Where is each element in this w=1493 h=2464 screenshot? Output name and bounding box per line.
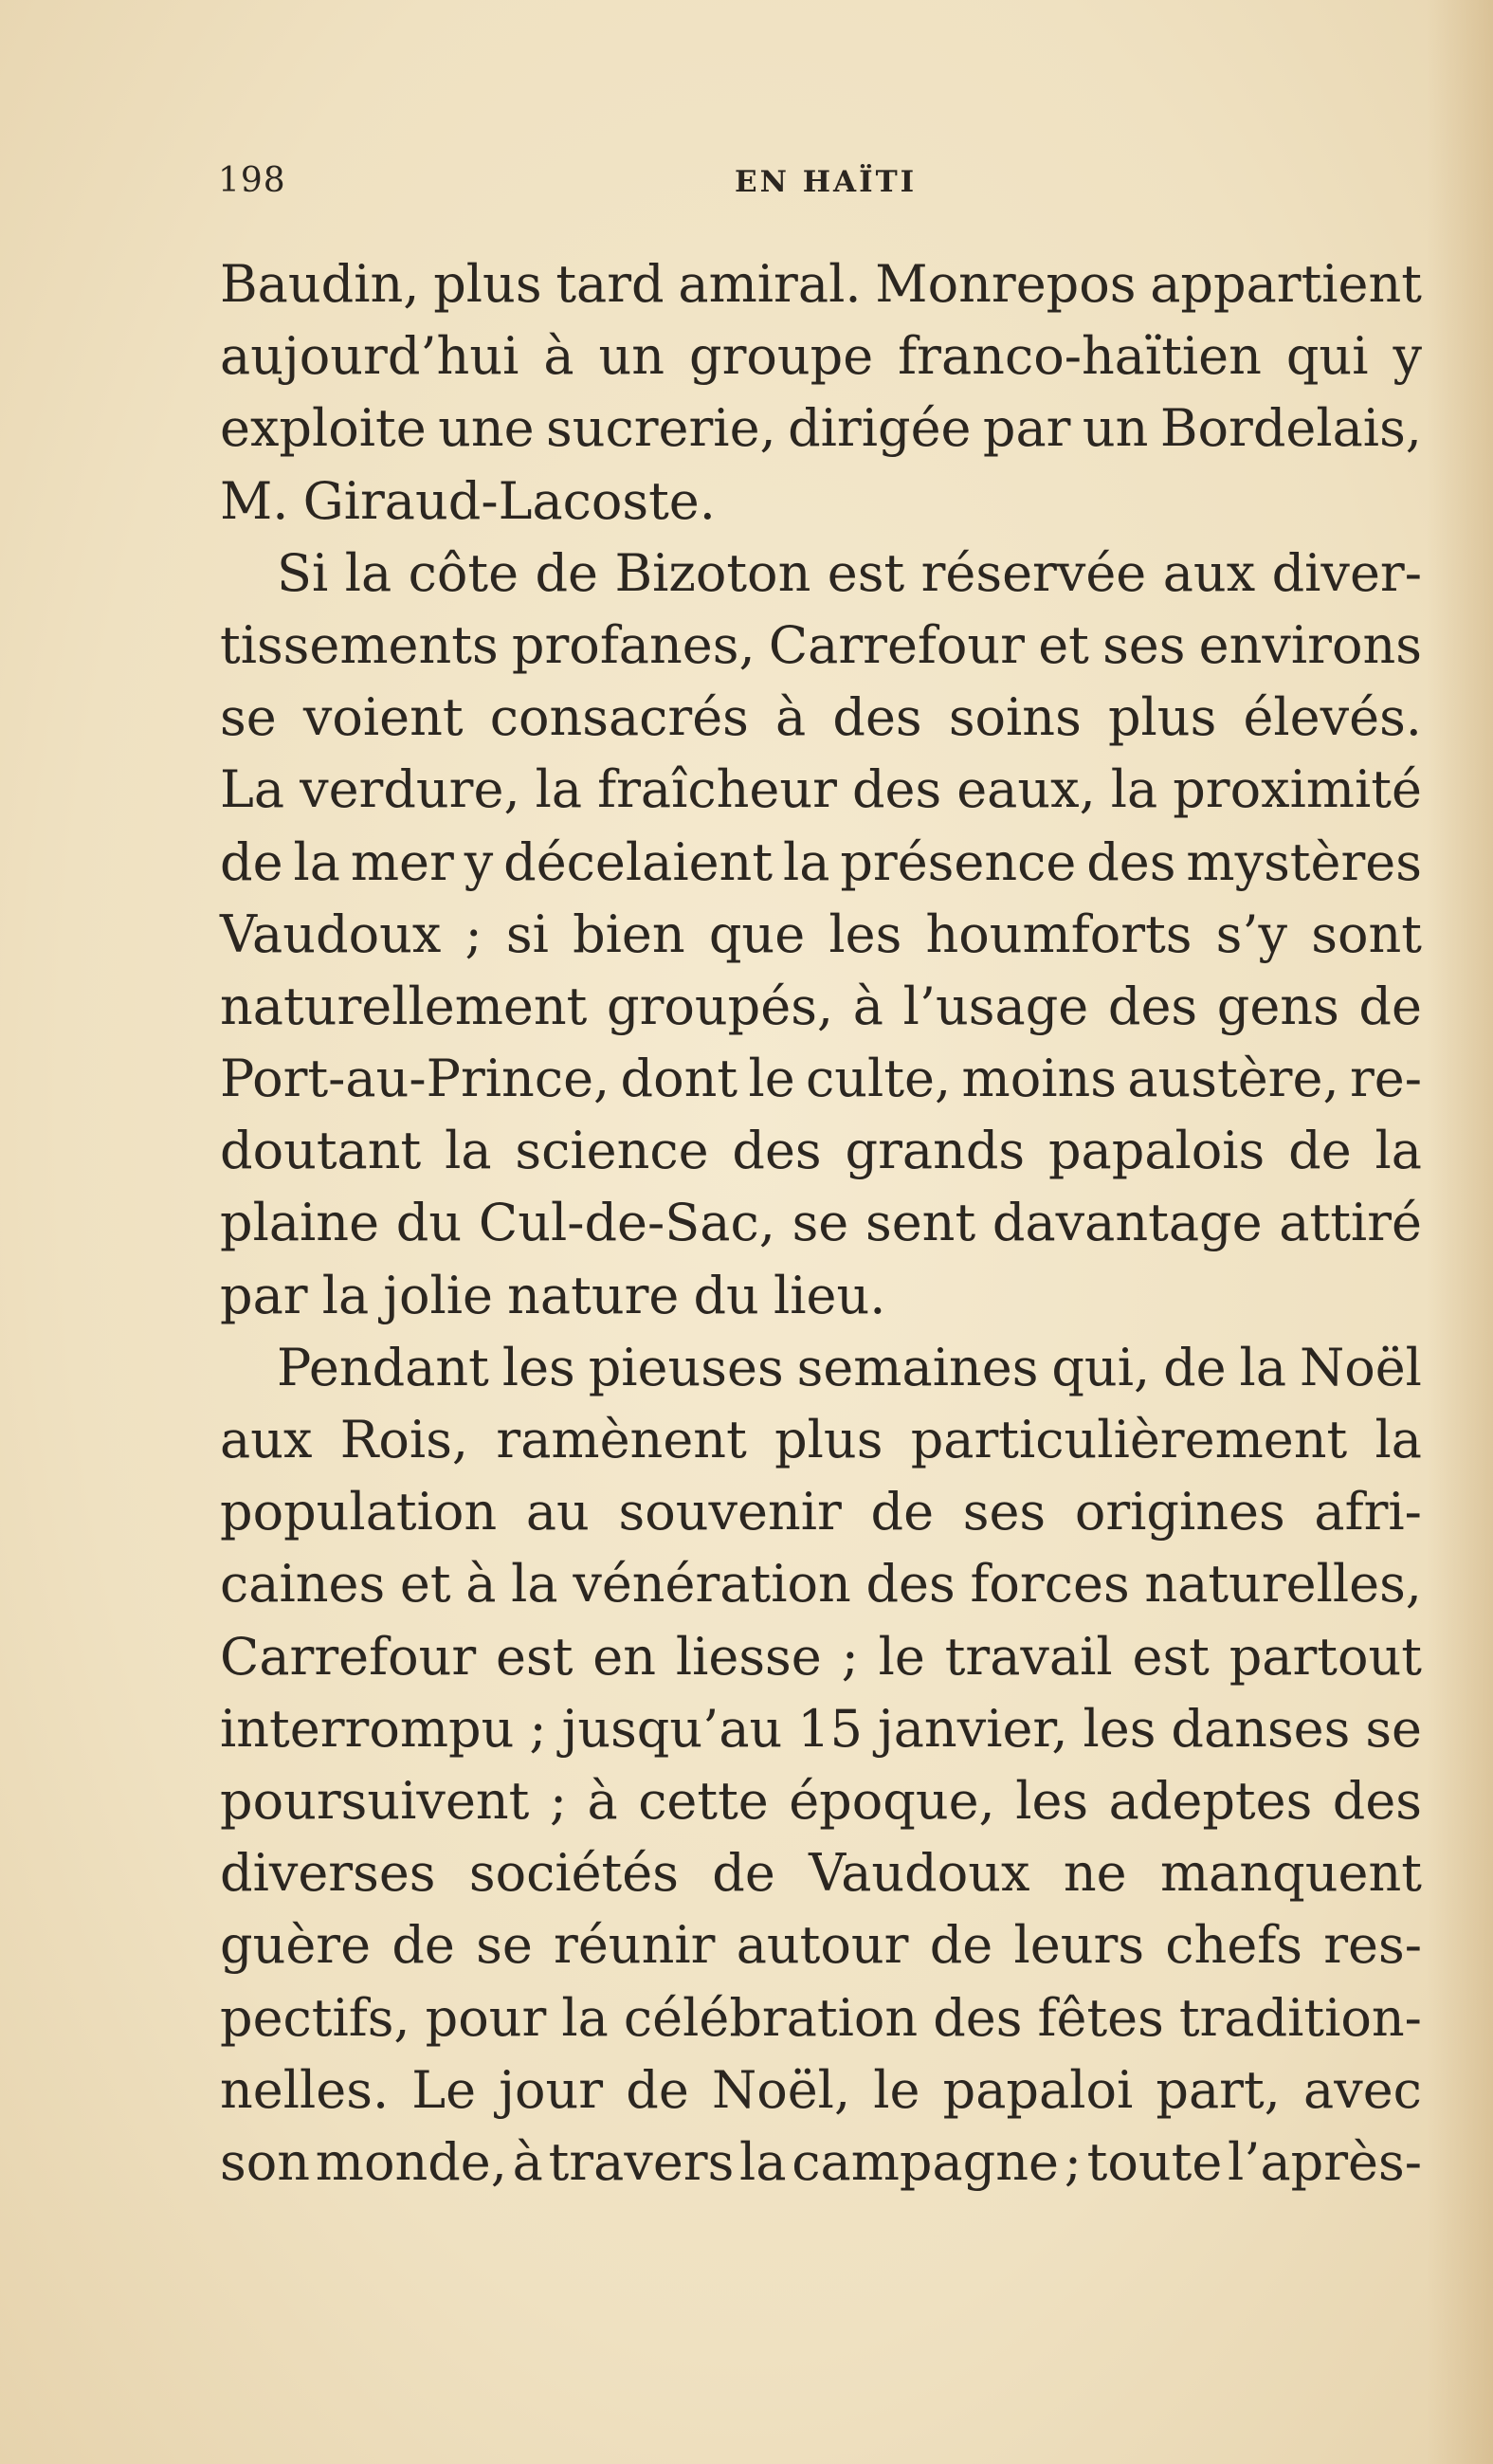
word: Le [411, 2059, 477, 2120]
word: côte [408, 542, 519, 603]
word: austère, [1127, 1049, 1339, 1109]
text-line [220, 465, 1422, 538]
text-line [220, 1621, 1422, 1693]
word: qui, [1051, 1337, 1151, 1397]
word: ; [529, 1698, 547, 1759]
word: le [748, 1049, 795, 1109]
word: jour [499, 2059, 604, 2120]
word: part, [1156, 2059, 1281, 2120]
word: en [592, 1626, 656, 1687]
word: la [321, 1265, 370, 1325]
word: à [512, 2131, 543, 2192]
word: sent [865, 1193, 976, 1253]
word: bien [573, 903, 685, 964]
word: Carrefour [220, 1626, 477, 1687]
word: de [1163, 1337, 1227, 1397]
word: adeptes [1108, 1770, 1313, 1831]
word: science [515, 1121, 709, 1181]
text-line [220, 1404, 1422, 1476]
word: des [865, 1554, 956, 1615]
text-line [220, 1476, 1422, 1548]
text-line [220, 1115, 1422, 1187]
text-line [220, 2054, 1422, 2126]
word: Pendant [277, 1337, 489, 1397]
word: la [1375, 1121, 1422, 1181]
word: voient [302, 687, 464, 748]
word: y [1393, 326, 1422, 387]
word: jusqu’au [561, 1698, 783, 1759]
word: partout [1229, 1626, 1422, 1687]
word: La [220, 759, 285, 820]
word: les [501, 1337, 575, 1397]
word: une [438, 398, 535, 459]
text-line [220, 1693, 1422, 1765]
text-line [220, 2126, 1422, 2199]
word: Rois, [339, 1410, 469, 1469]
word: ses [1102, 614, 1186, 675]
text-line [220, 754, 1422, 826]
text-line [220, 320, 1422, 392]
word: aux [1162, 542, 1256, 603]
word: franco-haïtien [898, 326, 1262, 387]
word: Baudin, [220, 254, 420, 314]
word: est [827, 542, 905, 603]
word: de [712, 1843, 775, 1904]
text-line [220, 1765, 1422, 1837]
word: un [1082, 398, 1149, 459]
word: vénération [573, 1554, 851, 1615]
text-line [220, 1043, 1422, 1115]
body-text [220, 248, 1422, 2199]
word: Bordelais, [1159, 398, 1422, 459]
word: des [1107, 976, 1198, 1036]
word: consacrés [489, 687, 749, 748]
word: interrompu [220, 1698, 515, 1759]
word: plus [433, 254, 542, 314]
word: est [1132, 1626, 1210, 1687]
word: les [1083, 1698, 1156, 1759]
word: des [851, 759, 942, 820]
word: de [1288, 1121, 1352, 1181]
word: population [220, 1482, 498, 1542]
word: appartient [1150, 254, 1422, 314]
page-number: 198 [218, 161, 286, 200]
word: élevés. [1243, 687, 1422, 748]
text-line [220, 1548, 1422, 1620]
word: travers [548, 2131, 735, 2192]
word: de [870, 1482, 935, 1542]
word: pour [425, 1987, 547, 2048]
word: houmforts [925, 903, 1193, 964]
word: les [1015, 1770, 1089, 1831]
word: cette [638, 1770, 769, 1831]
word: travail [944, 1626, 1113, 1687]
word: naturelles, [1144, 1554, 1422, 1615]
word: l’après- [1228, 2131, 1422, 2192]
word: Cul-de-Sac, [478, 1193, 775, 1253]
word: fraîcheur [597, 759, 837, 820]
word: ne [1063, 1843, 1127, 1904]
word: ses [962, 1482, 1047, 1542]
word: autour [736, 1915, 909, 1976]
word: se [1365, 1698, 1422, 1759]
word: toute [1086, 2131, 1223, 2192]
word: Si [277, 542, 329, 603]
word: Vaudoux [809, 1843, 1030, 1904]
word: de [929, 1915, 993, 1976]
word: est [496, 1626, 574, 1687]
word: des [832, 687, 922, 748]
word: danses [1171, 1698, 1351, 1759]
word: époque, [789, 1770, 995, 1831]
word: Noël [1299, 1337, 1422, 1397]
word: tard [555, 254, 665, 314]
word: décelaient [503, 831, 774, 892]
text-line [220, 248, 1422, 320]
word: la [739, 2131, 787, 2192]
word: la [293, 831, 340, 892]
word: fêtes [1037, 1987, 1164, 2048]
word: du [693, 1265, 759, 1325]
word: environs [1198, 614, 1422, 675]
word: ; [1064, 2131, 1082, 2192]
word: du [395, 1193, 463, 1253]
word: par [220, 1265, 308, 1325]
text-line [220, 827, 1422, 899]
word: davantage [992, 1193, 1263, 1253]
word: chefs [1165, 1915, 1302, 1976]
word: souvenir [618, 1482, 842, 1542]
word: doutant [220, 1121, 422, 1181]
text-line [220, 1260, 1422, 1332]
word: naturellement [220, 976, 588, 1036]
word: avec [1303, 2059, 1422, 2120]
word: Bizoton [614, 542, 811, 603]
word: mer [350, 831, 454, 892]
word: Carrefour [768, 614, 1025, 675]
word: amiral. [678, 254, 862, 314]
text-line [220, 1909, 1422, 1981]
word: la [511, 1554, 558, 1615]
word: manquent [1159, 1843, 1422, 1904]
word: diverses [220, 1843, 436, 1904]
word: les [828, 903, 902, 964]
word: leurs [1013, 1915, 1145, 1976]
word: la [445, 1121, 492, 1181]
text-line [220, 1187, 1422, 1259]
word: groupés, [607, 976, 834, 1036]
word: s’y [1215, 903, 1288, 964]
word: grands [845, 1121, 1026, 1181]
word: exploite [220, 398, 427, 459]
word: dirigée [788, 398, 972, 459]
word: réservée [920, 542, 1147, 603]
word: ramènent [496, 1410, 747, 1469]
word: pectifs, [220, 1987, 410, 2048]
word: moins [961, 1049, 1117, 1109]
word: à [775, 687, 807, 748]
word: re- [1349, 1049, 1422, 1109]
word: origines [1074, 1482, 1285, 1542]
word: de [1358, 976, 1422, 1036]
word: lieu. [773, 1265, 886, 1325]
text-line [220, 971, 1422, 1043]
word: à [543, 326, 574, 387]
text-line [220, 392, 1422, 465]
word: de [220, 831, 283, 892]
word: plus [1107, 687, 1217, 748]
word: particulièrement [910, 1410, 1348, 1469]
word: sont [1311, 903, 1422, 964]
word: ; [841, 1626, 859, 1687]
word: tradition- [1178, 1987, 1422, 2048]
word: et [1038, 614, 1089, 675]
word: papalois [1047, 1121, 1265, 1181]
word: aujourd’hui [220, 326, 519, 387]
word: à [852, 976, 883, 1036]
word: 15 [797, 1698, 863, 1759]
word: célébration [623, 1987, 919, 2048]
word: la [1110, 759, 1158, 820]
word: campagne [792, 2131, 1059, 2192]
word: de [535, 542, 598, 603]
word: de [626, 2059, 689, 2120]
word: aux [220, 1410, 313, 1469]
text-line [220, 1837, 1422, 1909]
word: son [220, 2131, 311, 2192]
word: diver- [1271, 542, 1422, 603]
word: proximité [1173, 759, 1422, 820]
word: Giraud-Lacoste. [302, 470, 716, 531]
word: si [505, 903, 549, 964]
word: mystères [1186, 831, 1422, 892]
word: un [598, 326, 665, 387]
word: Vaudoux [220, 903, 442, 964]
word: Port-au-Prince, [220, 1049, 610, 1109]
word: verdure, [300, 759, 520, 820]
word: le [873, 2059, 920, 2120]
text-line [220, 899, 1422, 971]
word: gens [1216, 976, 1339, 1036]
word: que [708, 903, 806, 964]
word: attiré [1279, 1193, 1422, 1253]
word: monde, [315, 2131, 507, 2192]
word: plus [774, 1410, 883, 1469]
word: des [732, 1121, 822, 1181]
word: liesse [675, 1626, 822, 1687]
word: la [561, 1987, 609, 2048]
word: forces [970, 1554, 1130, 1615]
word: des [1086, 831, 1176, 892]
word: et [399, 1554, 451, 1615]
text-line [220, 610, 1422, 682]
text-line [220, 682, 1422, 754]
word: eaux, [956, 759, 1096, 820]
word: se [792, 1193, 849, 1253]
word: ; [464, 903, 482, 964]
word: guère [220, 1915, 372, 1976]
word: la [1239, 1337, 1287, 1397]
word: janvier, [877, 1698, 1068, 1759]
word: nelles. [220, 2059, 390, 2120]
text-line [220, 1332, 1422, 1404]
word: jolie [383, 1265, 494, 1325]
word: nature [507, 1265, 680, 1325]
word: par [982, 398, 1071, 459]
word: groupe [689, 326, 874, 387]
word: la [535, 759, 583, 820]
word: réunir [554, 1915, 716, 1976]
word: afri- [1314, 1482, 1422, 1542]
word: de [391, 1915, 455, 1976]
word: à [465, 1554, 497, 1615]
word: semaines [796, 1337, 1039, 1397]
word: culte, [806, 1049, 952, 1109]
word: Monrepos [875, 254, 1137, 314]
text-line [220, 538, 1422, 610]
word: profanes, [511, 614, 756, 675]
word: poursuivent [220, 1770, 530, 1831]
word: des [933, 1987, 1023, 2048]
word: à [587, 1770, 618, 1831]
word: caines [220, 1554, 386, 1615]
word: pieuses [588, 1337, 784, 1397]
word: Noël, [711, 2059, 851, 2120]
word: la [344, 542, 392, 603]
word: la [1375, 1410, 1422, 1469]
word: plaine [220, 1193, 380, 1253]
running-head [218, 161, 1422, 209]
word: soins [948, 687, 1082, 748]
word: qui [1285, 326, 1369, 387]
word: ; [549, 1770, 568, 1831]
word: la [782, 831, 830, 892]
text-line [220, 1982, 1422, 2054]
word: sociétés [468, 1843, 679, 1904]
word: se [220, 687, 277, 748]
word: sucrerie, [545, 398, 776, 459]
word: se [476, 1915, 533, 1976]
word: M. [220, 470, 289, 531]
word: tissements [220, 614, 499, 675]
word: le [878, 1626, 925, 1687]
word: l’usage [902, 976, 1089, 1036]
word: res- [1323, 1915, 1422, 1976]
running-title: EN HAÏTI [735, 165, 918, 199]
word: dont [620, 1049, 738, 1109]
word: au [525, 1482, 590, 1542]
word: présence [840, 831, 1077, 892]
word: papaloi [942, 2059, 1134, 2120]
word: y [464, 831, 494, 892]
word: des [1332, 1770, 1422, 1831]
